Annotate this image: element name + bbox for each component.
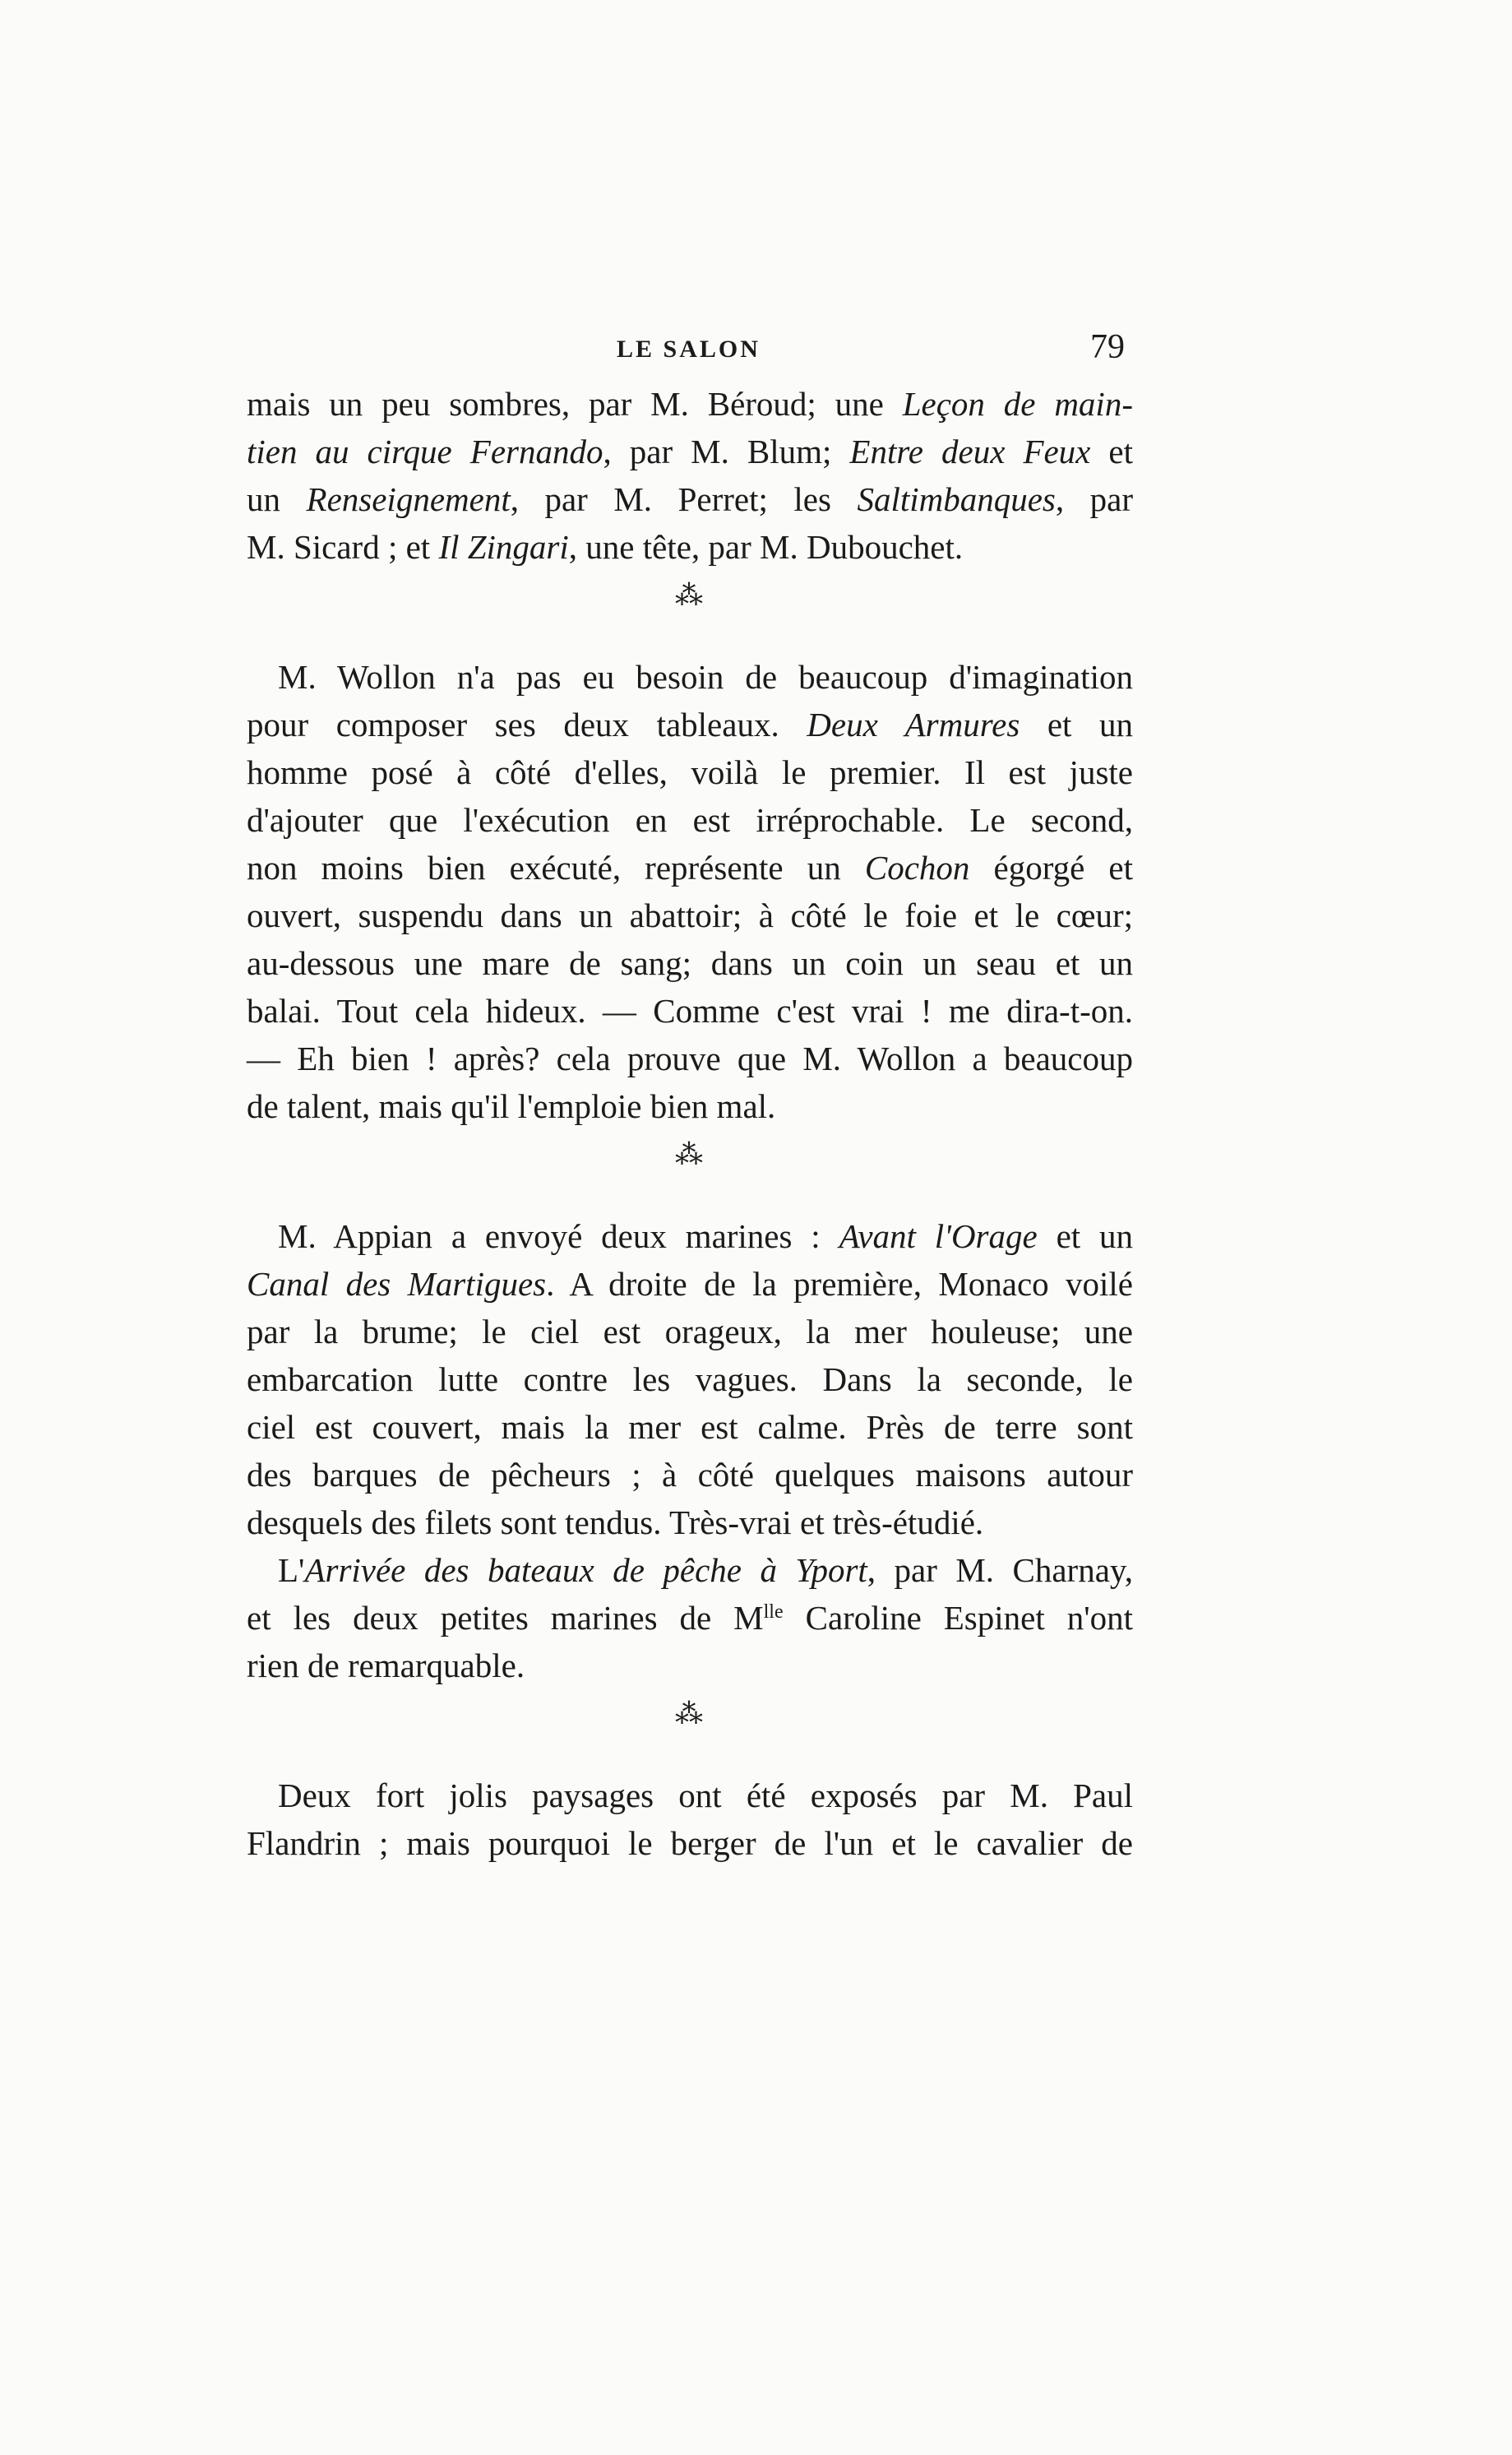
text-line: embarcation lutte contre les vagues. Dans la seconde, le — [247, 1360, 1133, 1398]
text-line: desquels des filets sont tendus. Très-vrai et très-étudié. — [247, 1503, 984, 1541]
asterism-separator: ⁂ — [675, 1699, 705, 1730]
running-title: LE SALON — [617, 336, 761, 363]
text-line: homme posé à côté d'elles, voilà le premier. Il est juste — [247, 753, 1133, 791]
body-text — [247, 380, 1133, 1867]
text-line: mais un peu sombres, par M. Béroud; une Leçon de main- — [247, 385, 1133, 423]
text-line: — Eh bien ! après? cela prouve que M. Wollon a beaucoup — [247, 1040, 1133, 1077]
text-line: L'Arrivée des bateaux de pêche à Yport, par M. Charnay, — [278, 1551, 1133, 1589]
text-line: d'ajouter que l'exécution en est irréprochable. Le second, — [247, 801, 1133, 839]
text-line: Flandrin ; mais pourquoi le berger de l'un et le cavalier de — [247, 1824, 1133, 1862]
text-line: au-dessous une mare de sang; dans un coin un seau et un — [247, 944, 1133, 982]
text-line: un Renseignement, par M. Perret; les Saltimbanques, par — [247, 480, 1134, 518]
asterism-separator: ⁂ — [675, 581, 705, 611]
text-line: M. Appian a envoyé deux marines : Avant l'Orage et un — [278, 1217, 1134, 1255]
page-number: 79 — [1090, 328, 1125, 366]
text-line: des barques de pêcheurs ; à côté quelques maisons autour — [247, 1456, 1133, 1494]
text-line: pour composer ses deux tableaux. Deux Armures et un — [247, 706, 1133, 743]
text-line: balai. Tout cela hideux. — Comme c'est vrai ! me dira-t-on. — [247, 992, 1133, 1030]
text-line: M. Wollon n'a pas eu besoin de beaucoup d'imagination — [278, 658, 1133, 696]
text-line: Deux fort jolis paysages ont été exposés par M. Paul — [278, 1776, 1133, 1814]
page-header — [247, 327, 1143, 377]
text-line: ciel est couvert, mais la mer est calme. Près de terre sont — [247, 1408, 1133, 1446]
text-line: et les deux petites marines de $M^{lle}$ Caroline Espinet n'ont — [247, 1599, 1133, 1637]
text-line: M. Sicard ; et Il Zingari, une tête, par M. Dubouchet. — [247, 528, 964, 566]
asterism-separator: ⁂ — [675, 1140, 705, 1170]
text-line: Canal des Martigues. A droite de la première, Monaco voilé — [247, 1265, 1133, 1303]
text-line: par la brume; le ciel est orageux, la mer houleuse; une — [247, 1313, 1133, 1350]
text-line: non moins bien exécuté, représente un Cochon égorgé et — [247, 849, 1133, 887]
text-line: ouvert, suspendu dans un abattoir; à côté le foie et le cœur; — [247, 896, 1133, 934]
text-line: tien au cirque Fernando, par M. Blum; Entre deux Feux et — [247, 433, 1134, 470]
text-line: de talent, mais qu'il l'emploie bien mal. — [247, 1087, 776, 1125]
text-line: rien de remarquable. — [247, 1647, 525, 1684]
